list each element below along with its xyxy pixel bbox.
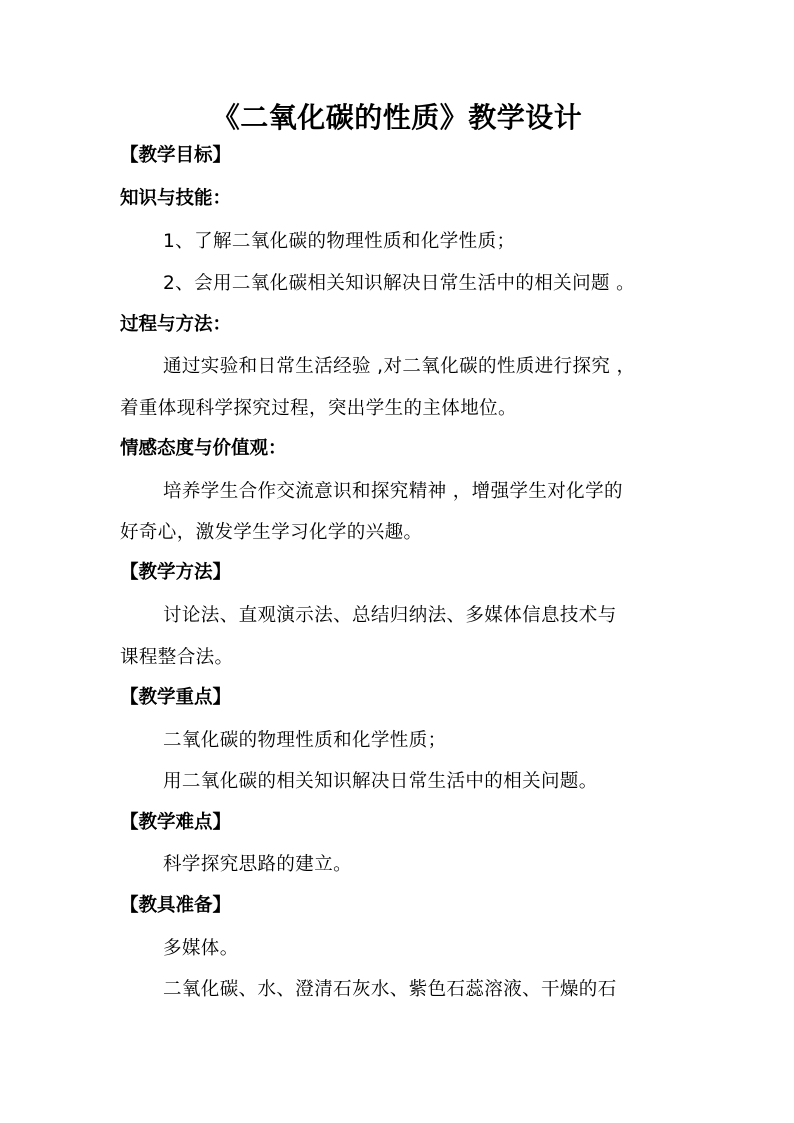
section-heading-teaching-aids: 【教具准备】: [120, 895, 232, 916]
process-paragraph-line-1: 通过实验和日常生活经验 ,对二氧化碳的性质进行探究 ，: [163, 356, 636, 377]
difficulty-line-1: 科学探究思路的建立。: [163, 854, 353, 875]
document-title: 《二氧化碳的性质》教学设计: [211, 101, 583, 134]
subheading-process-method: 过程与方法：: [120, 314, 232, 335]
section-heading-objectives: 【教学目标】: [120, 145, 232, 166]
section-heading-difficulties: 【教学难点】: [120, 812, 232, 833]
emotion-paragraph-line-2: 好奇心，激发学生学习化学的兴趣。: [120, 522, 423, 543]
process-paragraph-line-2: 着重体现科学探究过程，突出学生的主体地位。: [120, 398, 517, 419]
teaching-aids-line-1: 多媒体。: [163, 938, 239, 959]
teaching-aids-line-2: 二氧化碳、水、澄清石灰水、紫色石蕊溶液、干燥的石: [163, 979, 617, 1000]
methods-paragraph-line-1: 讨论法、直观演示法、总结归纳法、多媒体信息技术与: [163, 605, 617, 626]
methods-paragraph-line-2: 课程整合法。: [120, 647, 234, 668]
knowledge-item-2: 2、会用二氧化碳相关知识解决日常生活中的相关问题 。: [163, 273, 636, 294]
section-heading-key-points: 【教学重点】: [120, 687, 232, 708]
subheading-emotion-values: 情感态度与价值观：: [120, 438, 287, 459]
key-point-line-2: 用二氧化碳的相关知识解决日常生活中的相关问题。: [163, 771, 598, 792]
emotion-paragraph-line-1: 培养学生合作交流意识和探究精神 ，增强学生对化学的: [163, 481, 623, 502]
subheading-knowledge-skills: 知识与技能：: [120, 188, 232, 209]
key-point-line-1: 二氧化碳的物理性质和化学性质；: [163, 730, 447, 751]
knowledge-item-1: 1、了解二氧化碳的物理性质和化学性质；: [163, 231, 516, 252]
section-heading-methods: 【教学方法】: [120, 562, 232, 583]
